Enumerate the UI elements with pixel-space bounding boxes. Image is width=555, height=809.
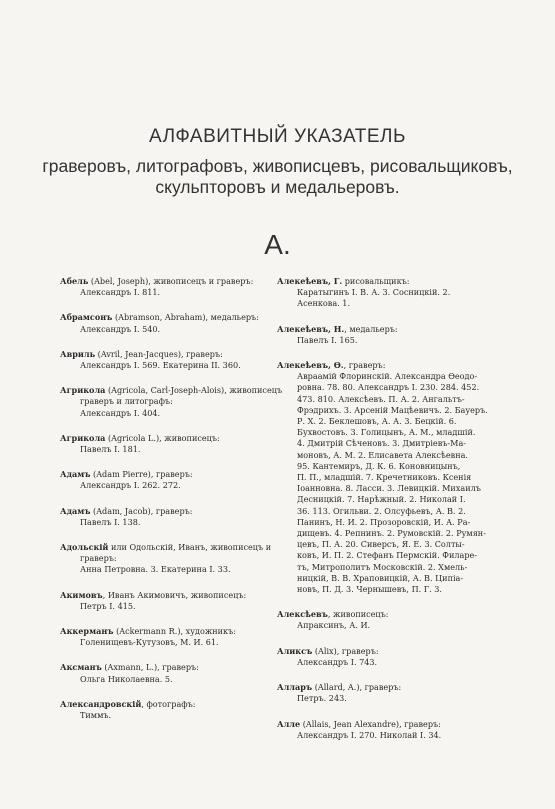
entry-description: (Agricola L.), живописецъ: (105, 432, 220, 443)
entry-reference: цевъ, П. А. 20. Сиверсъ, Я. Е. 3. Солты- (297, 539, 465, 550)
entry-heading (277, 276, 501, 287)
entry-reference: Панинъ, Н. И. 2. Прозоровскій, И. А. Ра- (297, 516, 471, 527)
index-entry (277, 609, 501, 631)
left-column (60, 276, 285, 735)
entry-reference: 4. Дмитрій Сѣченовъ. 3. Дмитріевъ-Ма- (297, 438, 467, 449)
entry-reference: ковъ, И. П. 2. Стефанъ Пермскій. Филаре- (297, 550, 478, 561)
entry-heading (60, 385, 285, 396)
entry-reference: 95. Кантемиръ, Д. К. 6. Коновницынъ, (297, 460, 461, 471)
entry-description: (Abel, Joseph), живописецъ и граверъ: (88, 276, 254, 286)
index-entry (60, 506, 285, 528)
entry-heading (277, 324, 501, 335)
entry-name: Алекеѣевъ, Н. (277, 323, 345, 334)
entry-name: Александровскій (60, 698, 142, 709)
entry-reference: Голенищевъ-Кутузовъ, М. И. 61. (80, 637, 219, 648)
entry-reference: Александръ I. 811. (80, 287, 161, 298)
entry-heading (60, 433, 285, 444)
entry-heading (60, 469, 285, 480)
entry-name: Агрикола (60, 432, 106, 443)
entry-reference: П. П., младшій. 7. Кречетниковъ. Ксенія (297, 472, 472, 483)
index-entry (60, 276, 285, 298)
entry-reference: Тиммъ. (80, 710, 112, 721)
index-entry (277, 360, 501, 595)
index-entry (277, 276, 501, 310)
entry-description-continued: граверъ и литографъ: (80, 396, 173, 407)
entry-reference: Александръ I. 743. (297, 656, 378, 667)
index-entry (277, 646, 501, 668)
entry-name: Акимовъ (60, 589, 103, 600)
index-entry (60, 469, 285, 491)
entry-name: Адольскій (60, 542, 109, 553)
entry-description: (Axmann, L.), граверъ: (101, 662, 199, 673)
entry-heading (60, 349, 285, 360)
entry-description: , живописецъ: (327, 609, 389, 620)
index-entry (277, 682, 501, 704)
entry-description: (Ackermann R.), художникъ: (113, 626, 236, 637)
entry-heading (277, 609, 501, 620)
index-entry (60, 590, 285, 612)
entry-name: Аликсъ (277, 645, 313, 656)
entry-heading (60, 699, 285, 710)
entry-heading (60, 662, 285, 673)
entry-heading (60, 590, 285, 601)
section-letter: А. (264, 229, 291, 260)
index-entry (60, 433, 285, 455)
entry-description: , Иванъ Акимовичъ, живописецъ: (102, 589, 247, 600)
entry-reference: Авраамій Флоринскій. Александра Ѳеодо- (297, 371, 478, 382)
entry-name: Аккерманъ (60, 626, 114, 637)
entry-description: (Allard, A.), граверъ: (312, 682, 402, 693)
entry-reference: Анна Петровна. 3. Екатерина I. 33. (80, 564, 231, 575)
entry-reference: ницкій, В. В. Храповицкій, А. В. Ципіа- (297, 572, 464, 583)
entry-reference: Александръ I. 569. Екатерина II. 360. (80, 360, 241, 371)
page-subtitle (0, 156, 555, 198)
entry-reference: Александръ I. 404. (80, 407, 161, 418)
subtitle-line-1: граверовъ, литографовъ, живописцевъ, рисовальщиковъ, (42, 156, 513, 176)
entry-heading (60, 312, 285, 323)
entry-heading (277, 646, 501, 657)
entry-description: (Avril, Jean-Jacques), граверъ: (95, 348, 223, 359)
index-entry (60, 542, 285, 576)
entry-description: , фотографъ: (141, 698, 196, 709)
page-title: АЛФАВИТНЫЙ УКАЗАТЕЛЬ (149, 126, 406, 147)
entry-reference: Десницкій. 7. Нарѣжный. 2. Николай I. (297, 494, 466, 505)
entry-description: (Agricola, Carl-Joseph-Alois), живописецъ (105, 385, 283, 396)
entry-reference: 473. 810. Алексѣевъ. П. А. 2. Ангальтъ- (297, 393, 465, 404)
index-entry (60, 662, 285, 684)
entry-description: (Alix), граверъ: (312, 645, 379, 656)
entry-description: , граверъ: (343, 360, 386, 371)
index-entry (60, 626, 285, 648)
entry-reference: дищевъ. 4. Репнинъ. 2. Румовскій. 2. Румян- (297, 528, 486, 539)
entry-name: Алекеѣевъ, Ѳ. (277, 360, 344, 371)
index-entry (60, 385, 285, 419)
entry-reference: Петръ. 243. (297, 693, 347, 704)
entry-heading (60, 506, 285, 517)
entry-description: (Adam Pierre), граверъ: (90, 469, 193, 480)
entry-reference: Павелъ I. 138. (80, 516, 141, 527)
entry-name: Алекеѣевъ, Г. (277, 276, 343, 286)
entry-heading (277, 360, 501, 371)
entry-heading (60, 626, 285, 637)
entry-name: Адамъ (60, 469, 91, 480)
right-column (277, 276, 501, 755)
index-entry (60, 349, 285, 371)
entry-description-continued: граверъ: (80, 553, 117, 564)
entry-name: Агрикола (60, 385, 106, 396)
entry-name: Алексѣевъ (277, 609, 328, 620)
entry-name: Абель (60, 276, 89, 286)
entry-name: Аксманъ (60, 662, 102, 673)
entry-reference: моновъ, А. М. 2. Елисавета Алексѣевна. (297, 449, 468, 460)
entry-reference: новъ, П. Д. 3. Чернышевъ, П. Г. 3. (297, 584, 443, 595)
entry-name: Адамъ (60, 505, 91, 516)
index-entry (60, 312, 285, 334)
index-entry (277, 719, 501, 741)
entry-name: Авриль (60, 348, 96, 359)
entry-reference: ровна. 78. 80. Александръ I. 230. 284. 452. (297, 382, 480, 393)
entry-reference: Петръ I. 415. (80, 600, 136, 611)
entry-reference: Іоанновна. 8. Ласси. 3. Левицкій. Михаилъ (297, 483, 481, 494)
entry-reference: Фрэдрихъ. 3. Арсеній Мацѣевичъ. 2. Бауеръ. (297, 404, 488, 415)
entry-description: или Одольскій, Иванъ, живописецъ и (108, 542, 272, 553)
entry-reference: Апраксинъ, А. И. (297, 620, 371, 631)
entry-reference: Каратыгинъ I. В. А. 3. Сосницкій. 2. (297, 287, 451, 298)
entry-reference: Асенкова. 1. (297, 298, 351, 309)
entry-reference: Р. Х. 2. Беклешовъ, А. А. 3. Бецкій. 6. (297, 416, 457, 427)
entry-heading (60, 276, 285, 287)
entry-heading (277, 719, 501, 730)
entry-name: Алле (277, 718, 301, 729)
entry-reference: Александръ I. 262. 272. (80, 480, 181, 491)
entry-reference: Александръ I. 270. Николай I. 34. (297, 729, 442, 740)
entry-reference: Павелъ I. 165. (297, 334, 358, 345)
entry-reference: 36. 113. Огильви. 2. Олсуфьевъ, А. В. 2. (297, 505, 466, 516)
entry-description: (Allais, Jean Alexandre), граверъ: (300, 718, 441, 729)
entry-name: Абрамсонъ (60, 312, 113, 323)
entry-reference: Александръ I. 540. (80, 323, 161, 334)
entry-heading (60, 542, 285, 553)
entry-description: , медальеръ: (344, 323, 398, 334)
entry-description: рисовальщикъ: (342, 276, 410, 286)
entry-description: (Abramson, Abraham), медальеръ: (112, 312, 259, 323)
entry-heading (277, 682, 501, 693)
entry-description: (Adam, Jacob), граверъ: (90, 505, 193, 516)
entry-reference: Ольга Николаевна. 5. (80, 673, 173, 684)
entry-reference: Бухвостовъ. 3. Голицынъ, А. М., младшій. (297, 427, 476, 438)
index-entry (277, 324, 501, 346)
index-entry (60, 699, 285, 721)
entry-reference: тъ, Митрополитъ Московскій. 2. Хмель- (297, 561, 468, 572)
entry-name: Алларъ (277, 682, 313, 693)
entry-reference: Павелъ I. 181. (80, 444, 141, 455)
subtitle-line-2: скульпторовъ и медальеровъ. (155, 177, 400, 197)
